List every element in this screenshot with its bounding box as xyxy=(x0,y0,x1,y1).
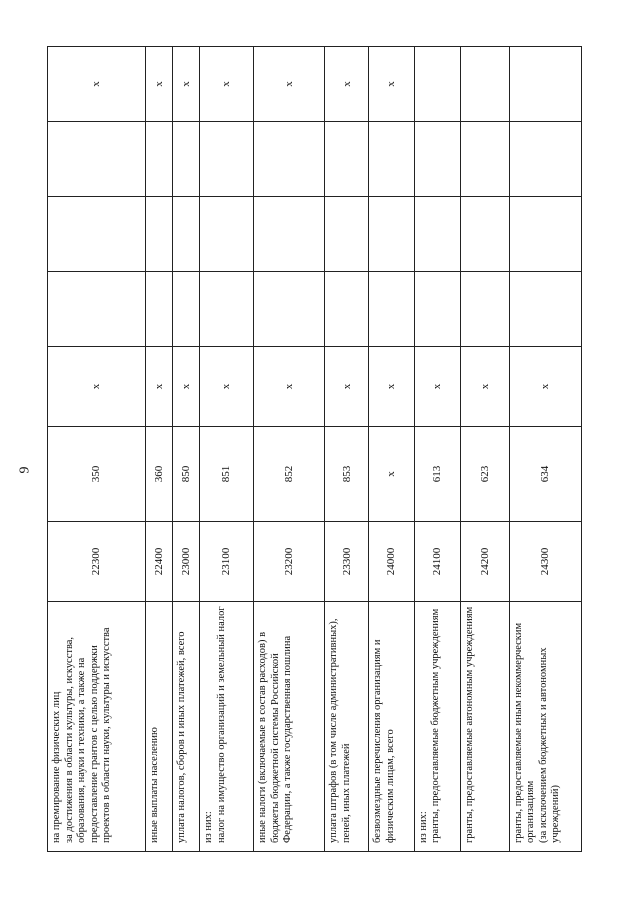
cell-c4: x xyxy=(48,347,146,427)
cell-kosgu: 350 xyxy=(48,427,146,522)
cell-c4: x xyxy=(146,347,173,427)
cell-c6 xyxy=(461,197,510,272)
cell-c6 xyxy=(173,197,200,272)
cell-c5 xyxy=(200,272,254,347)
cell-c8 xyxy=(414,47,460,122)
cell-c7 xyxy=(173,122,200,197)
row-label: иные налоги (включаемые в состав расходов) в бюджеты бюджетной системы Российской Федерации, а также государственная пошлина xyxy=(254,602,325,852)
table-row xyxy=(146,47,173,852)
cell-c4: x xyxy=(461,347,510,427)
cell-code: 22400 xyxy=(146,522,173,602)
table-row xyxy=(509,47,581,852)
cell-c4: x xyxy=(173,347,200,427)
cell-kosgu: 853 xyxy=(325,427,369,522)
cell-c6 xyxy=(146,197,173,272)
cell-c4: x xyxy=(414,347,460,427)
row-label: на премирование физических лиц за достижения в области культуры, искусства, образования, науки и техники, а также на предоставление грантов с целью поддержки проектов в области науки, культуры и искусства xyxy=(48,602,146,852)
cell-c4: x xyxy=(369,347,414,427)
cell-c8: x xyxy=(200,47,254,122)
cell-c8: x xyxy=(325,47,369,122)
cell-c7 xyxy=(461,122,510,197)
cell-code: 23200 xyxy=(254,522,325,602)
cell-kosgu: 623 xyxy=(461,427,510,522)
rotated-table-container xyxy=(47,47,582,852)
row-label: из них: гранты, предоставляемые бюджетным учреждениям xyxy=(414,602,460,852)
cell-c5 xyxy=(48,272,146,347)
cell-c8: x xyxy=(173,47,200,122)
row-label: уплата штрафов (в том числе административных), пеней, иных платежей xyxy=(325,602,369,852)
cell-code: 22300 xyxy=(48,522,146,602)
cell-c5 xyxy=(146,272,173,347)
cell-c7 xyxy=(325,122,369,197)
cell-c8: x xyxy=(146,47,173,122)
cell-c8: x xyxy=(254,47,325,122)
table-row xyxy=(369,47,414,852)
cell-c8: x xyxy=(48,47,146,122)
cell-c4: x xyxy=(325,347,369,427)
table-row xyxy=(200,47,254,852)
cell-c5 xyxy=(414,272,460,347)
cell-c5 xyxy=(325,272,369,347)
cell-c6 xyxy=(509,197,581,272)
cell-c7 xyxy=(369,122,414,197)
cell-code: 24100 xyxy=(414,522,460,602)
row-label: иные выплаты населению xyxy=(146,602,173,852)
row-label: из них: налог на имущество организаций и земельный налог xyxy=(200,602,254,852)
cell-c7 xyxy=(200,122,254,197)
table-row xyxy=(325,47,369,852)
cell-code: 23100 xyxy=(200,522,254,602)
table-row xyxy=(414,47,460,852)
cell-c6 xyxy=(200,197,254,272)
cell-code: 24300 xyxy=(509,522,581,602)
cell-c4: x xyxy=(254,347,325,427)
row-label: уплата налогов, сборов и иных платежей, всего xyxy=(173,602,200,852)
cell-c8 xyxy=(461,47,510,122)
cell-c7 xyxy=(254,122,325,197)
cell-c4: x xyxy=(200,347,254,427)
cell-c8 xyxy=(509,47,581,122)
row-label: гранты, предоставляемые автономным учреждениям xyxy=(461,602,510,852)
cell-c7 xyxy=(509,122,581,197)
cell-c6 xyxy=(325,197,369,272)
cell-kosgu: 360 xyxy=(146,427,173,522)
cell-code: 23300 xyxy=(325,522,369,602)
cell-c7 xyxy=(146,122,173,197)
cell-code: 24200 xyxy=(461,522,510,602)
cell-c6 xyxy=(369,197,414,272)
cell-c7 xyxy=(414,122,460,197)
cell-code: 23000 xyxy=(173,522,200,602)
row-label: безвозмездные перечисления организациям и физическим лицам, всего xyxy=(369,602,414,852)
cell-code: 24000 xyxy=(369,522,414,602)
cell-c5 xyxy=(173,272,200,347)
cell-c8: x xyxy=(369,47,414,122)
cell-c5 xyxy=(254,272,325,347)
row-label: гранты, предоставляемые иным некоммерческим организациям (за исключением бюджетных и автономных учреждений) xyxy=(509,602,581,852)
cell-kosgu: 634 xyxy=(509,427,581,522)
cell-kosgu: 851 xyxy=(200,427,254,522)
table-row xyxy=(461,47,510,852)
cell-c7 xyxy=(48,122,146,197)
cell-c6 xyxy=(254,197,325,272)
cell-c5 xyxy=(461,272,510,347)
table-row xyxy=(173,47,200,852)
table-row xyxy=(254,47,325,852)
table-body xyxy=(48,47,582,852)
cell-kosgu: 613 xyxy=(414,427,460,522)
cell-c5 xyxy=(509,272,581,347)
cell-c5 xyxy=(369,272,414,347)
table-row xyxy=(48,47,146,852)
cell-kosgu: 852 xyxy=(254,427,325,522)
budget-table xyxy=(47,46,582,852)
cell-c6 xyxy=(48,197,146,272)
cell-c4: x xyxy=(509,347,581,427)
cell-kosgu: 850 xyxy=(173,427,200,522)
cell-kosgu: x xyxy=(369,427,414,522)
page-number: 9 xyxy=(17,466,33,474)
cell-c6 xyxy=(414,197,460,272)
